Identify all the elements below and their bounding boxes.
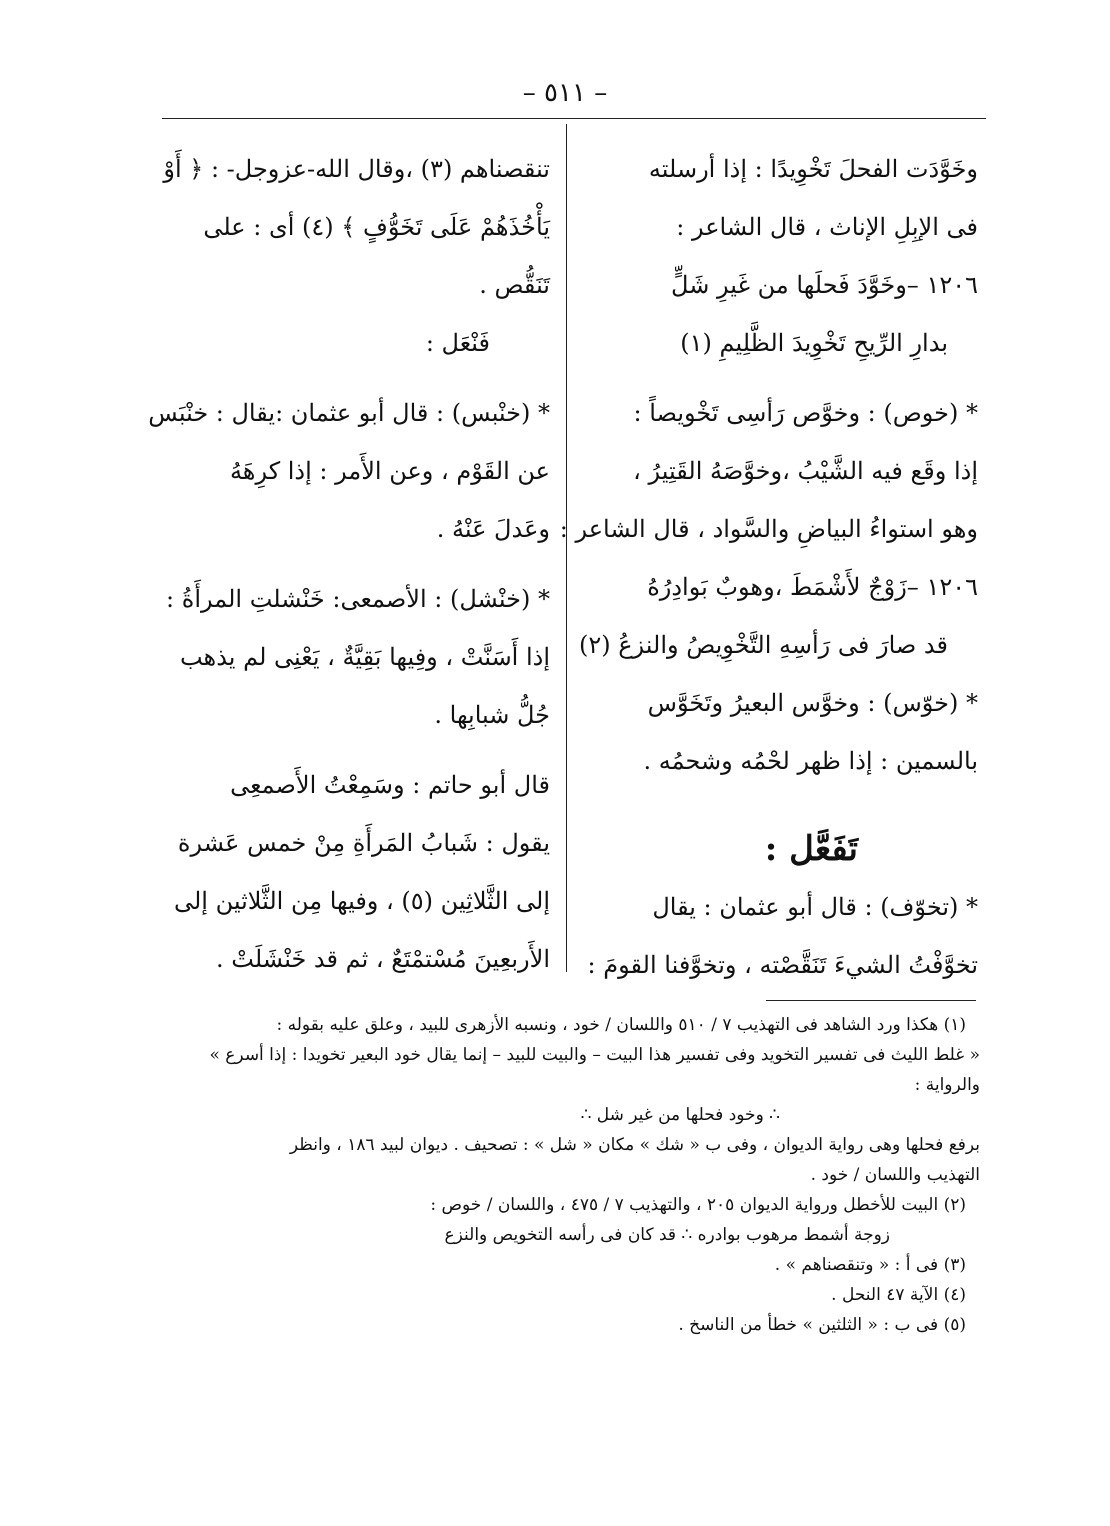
- text-line: قال أبو حاتم : وسَمِعْتُ الأَصمعِى: [230, 771, 550, 799]
- section-heading: فَنْعَل :: [425, 329, 490, 357]
- footnote-line: (٥) فى ب : « الثلثين » خطأ من الناسخ .: [678, 1315, 966, 1335]
- text-line: جُلُّ شبابِها .: [434, 701, 550, 729]
- verse-line: بدارِ الرِّيحِ تَخْوِيدَ الظَّلِيمِ (١): [680, 329, 948, 357]
- footnote-line: (٤) الآية ٤٧ النحل .: [831, 1285, 966, 1305]
- text-line: يَأْخُذَهُمْ عَلَى تَخَوُّفٍ ﴾ (٤) أى : على: [203, 213, 550, 241]
- footnote-line: (٣) فى أ : « وتنقصناهم » .: [774, 1255, 966, 1275]
- text-line: الأَربعِينَ مُسْتمْتَعٌ ، ثم قد خَنْشَلَتْ .: [216, 945, 550, 973]
- footnote-line: (٢) البيت للأخطل ورواية الديوان ٢٠٥ ، والتهذيب ٧ / ٤٧٥ ، واللسان / خوص :: [430, 1195, 966, 1215]
- right-column: [559, 140, 978, 994]
- text-line: بالسمين : إذا ظهر لحْمُه وشحمُه .: [643, 747, 978, 775]
- text-line: وعَدلَ عَنْهُ .: [436, 515, 550, 543]
- footnote-line: برفع فحلها وهى رواية الديوان ، وفى ب « شك » مكان « شل » : تصحيف . ديوان لبيد ١٨٦ ، وانظر: [289, 1135, 980, 1155]
- verse-line: قد صارَ فى رَأسِهِ التَّخْوِيصُ والنزعُ (٢): [578, 631, 948, 659]
- footnotes: [150, 1010, 980, 1340]
- entry-line: * (خنْبس) : قال أبو عثمان :يقال : خنْبَس: [148, 399, 550, 427]
- verse-line: ١٢٠٦ –زَوْجٌ لأَشْمَطَ ،وهوبٌ بَوادِرُهُ: [647, 573, 978, 601]
- page-number: – ٥١١ –: [522, 78, 608, 108]
- text-line: فى الإبِلِ الإناث ، قال الشاعر :: [676, 213, 978, 241]
- entry-line: * (خنْشل) : الأصمعى: خَنْشلتِ المرأَةُ :: [166, 585, 550, 613]
- left-column: [148, 140, 550, 988]
- text-line: تخوَّفْتُ الشيءَ تَنَقَّصْته ، وتخوَّفنا القومَ :: [587, 951, 978, 979]
- entry-line: * (خوّس) : وخوَّس البعيرُ وتَخَوَّس: [647, 689, 978, 717]
- footnote-rule: [766, 1000, 976, 1001]
- entry-line: * (خوص) : وخوَّص رَأسِى تَخْويصاً :: [633, 399, 978, 427]
- footnote-line: « غلط الليث فى تفسير التخويد وفى تفسير هذا البيت – والبيت للبيد – إنما يقال خود البعير تخويدا : إذا أسرع »: [209, 1045, 980, 1065]
- section-heading: تَفَعَّل :: [764, 829, 858, 869]
- text-line: عن القَوْم ، وعن الأَمر : إذا كرِهَهُ: [229, 457, 550, 485]
- text-line: إلى الثَّلاثِين (٥) ، وفيها مِن الثَّلاثين إلى: [173, 887, 550, 915]
- footnote-line: التهذيب واللسان / خود .: [810, 1165, 980, 1185]
- text-line: تَنَقُّص .: [479, 271, 550, 299]
- text-line: إذا وقَع فيه الشَّيْبُ ،وخوَّصَهُ القَتِيرُ ،: [633, 457, 978, 485]
- header-rule: [162, 118, 986, 119]
- text-line: تنقصناهم (٣) ،وقال الله-عزوجل- : ﴿ أَوْ: [163, 155, 550, 183]
- footnote-line: (١) هكذا ورد الشاهد فى التهذيب ٧ / ٥١٠ واللسان / خود ، ونسبه الأزهرى للبيد ، وعلق عليه بقوله :: [276, 1015, 966, 1035]
- footnote-verse: ∴ وخود فحلها من غير شل ∴: [580, 1105, 780, 1125]
- text-line: وهو استواءُ البياضِ والسَّواد ، قال الشاعر :: [559, 515, 978, 543]
- text-line: وخَوَّدَت الفحلَ تَخْوِيدًا : إذا أرسلته: [648, 155, 978, 183]
- footnote-verse: زوجة أشمط مرهوب بوادره ∴ قد كان فى رأسه التخويص والنزع: [444, 1225, 890, 1245]
- verse-line: ١٢٠٦ –وخَوَّدَ فَحلَها من غَيرِ شَلٍّ: [671, 271, 978, 299]
- text-line: يقول : شَبابُ المَرأَةِ مِنْ خمس عَشرة: [177, 829, 550, 857]
- footnote-line: والرواية :: [914, 1075, 980, 1095]
- entry-line: * (تخوّف) : قال أبو عثمان : يقال: [652, 893, 978, 921]
- text-line: إذا أَسَنَّتْ ، وفِيها بَقِيَّةٌ ، يَعْنِى لم يذهب: [179, 643, 550, 671]
